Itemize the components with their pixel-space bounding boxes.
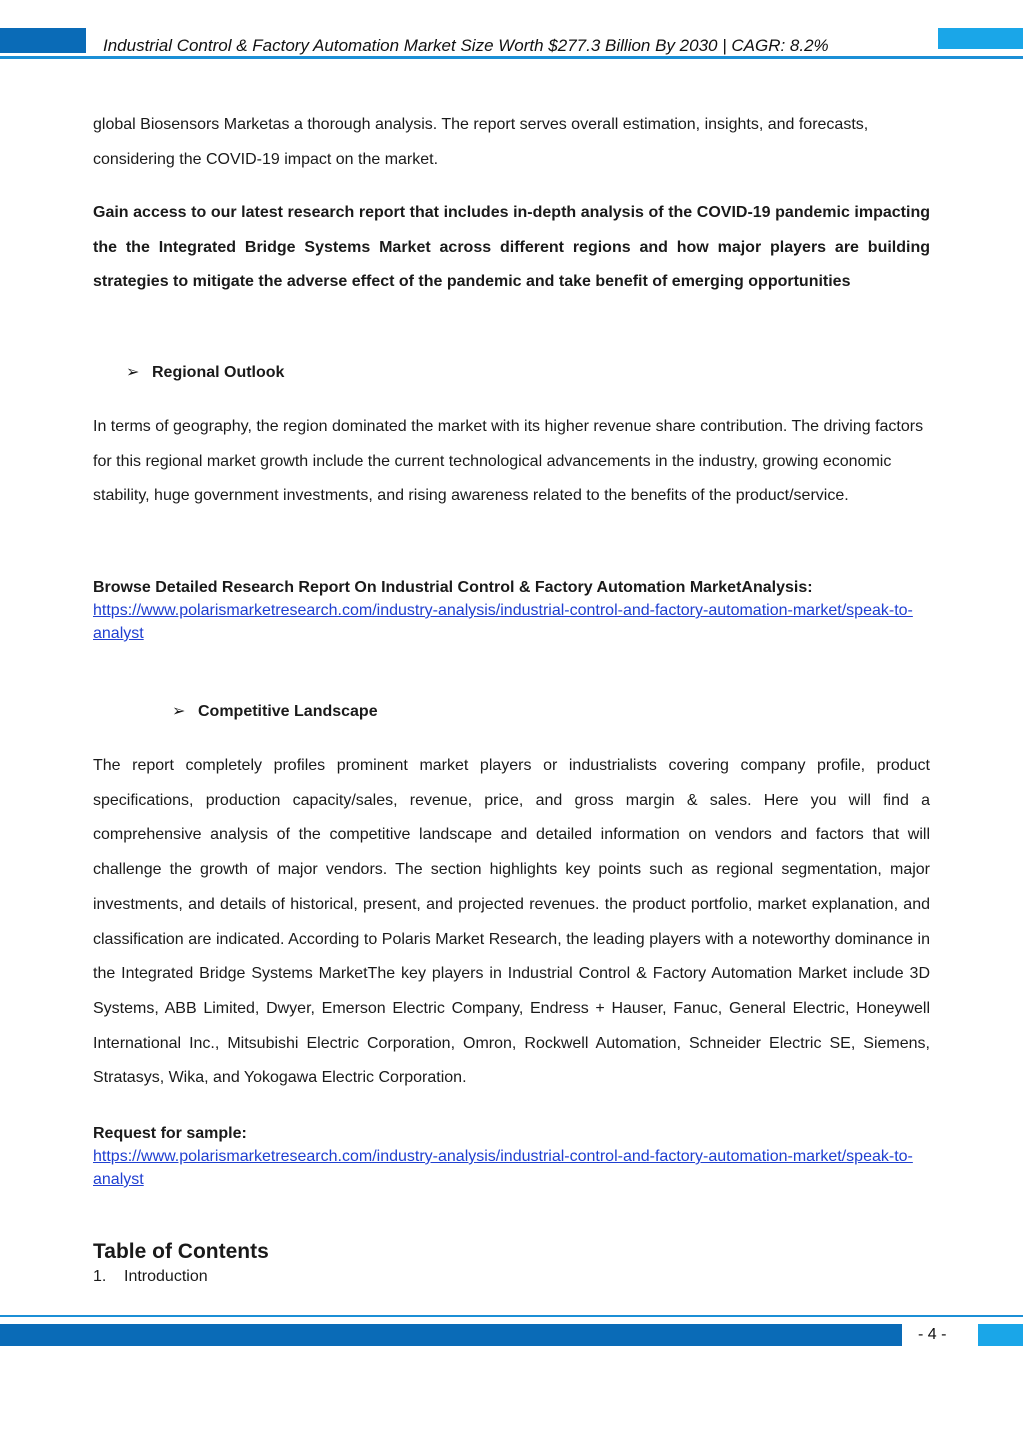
arrow-bullet-icon: ➢	[126, 364, 140, 381]
covid-paragraph: Gain access to our latest research report that includes in-depth analysis of the COVID-19 pandemic impacting the the Integrated Bridge Systems Market across different regions and how major players are building strategies to mitigate the adverse effect of the pandemic and take benefit of emerging opportunities	[93, 204, 930, 291]
sample-label: Request for sample:	[93, 1125, 247, 1142]
sample-section	[93, 1122, 930, 1191]
page-number: - 4 -	[918, 1326, 947, 1343]
footer-rule	[0, 1315, 1023, 1317]
competitive-paragraph: The report completely profiles prominent market players or industrialists covering company profile, product specifications, production capacity/sales, revenue, price, and gross margin & sales. Here you will find a comprehensive analysis of the competitive landscape and detailed information on vendors and factors that will challenge the growth of major vendors. The section highlights key points such as regional segmentation, major investments, and details of historical, present, and projected revenues. the product portfolio, market explanation, and classification are indicated. According to Polaris Market Research, the leading players with a noteworthy dominance in the Integrated Bridge Systems MarketThe key players in Industrial Control & Factory Automation Market include 3D Systems, ABB Limited, Dwyer, Emerson Electric Company, Endress + Hauser, Fanuc, General Electric, Honeywell International Inc., Mitsubishi Electric Corporation, Omron, Rockwell Automation, Schneider Electric SE, Siemens, Stratasys, Wika, and Yokogawa Electric Corporation.	[93, 757, 930, 1087]
header-rule	[0, 56, 1023, 59]
header-title: Industrial Control & Factory Automation Market Size Worth $277.3 Billion By 2030 | CAGR: 8.2%	[103, 36, 829, 55]
toc-item-number: 1.	[93, 1268, 107, 1285]
arrow-bullet-icon: ➢	[172, 703, 186, 720]
browse-section	[93, 576, 930, 645]
competitive-heading-label: Competitive Landscape	[198, 703, 378, 720]
competitive-heading	[172, 701, 378, 723]
toc-item-label: Introduction	[124, 1268, 208, 1285]
regional-paragraph: In terms of geography, the region dominated the market with its higher revenue share contribution. The driving factors for this regional market growth include the current technological advancements in the industry, growing economic stability, huge government investments, and rising awareness related to the benefits of the product/service.	[93, 418, 924, 505]
regional-heading	[126, 362, 284, 384]
sample-request-link[interactable]: https://www.polarismarketresearch.com/industry-analysis/industrial-control-and-factory-automation-market/speak-to-analyst	[93, 1148, 913, 1188]
toc-item	[93, 1268, 208, 1286]
header-accent-left	[0, 28, 86, 53]
toc-title: Table of Contents	[93, 1240, 269, 1263]
regional-heading-label: Regional Outlook	[152, 364, 285, 381]
browse-report-link[interactable]: https://www.polarismarketresearch.com/industry-analysis/industrial-control-and-factory-automation-market/speak-to-analyst	[93, 602, 913, 642]
intro-paragraph: global Biosensors Marketas a thorough analysis. The report serves overall estimation, insights, and forecasts, considering the COVID-19 impact on the market.	[93, 116, 869, 168]
header-accent-right	[938, 28, 1023, 49]
footer-accent-bar	[0, 1324, 902, 1346]
footer-accent-right	[978, 1324, 1023, 1346]
browse-label: Browse Detailed Research Report On Industrial Control & Factory Automation MarketAnalysis:	[93, 579, 813, 596]
